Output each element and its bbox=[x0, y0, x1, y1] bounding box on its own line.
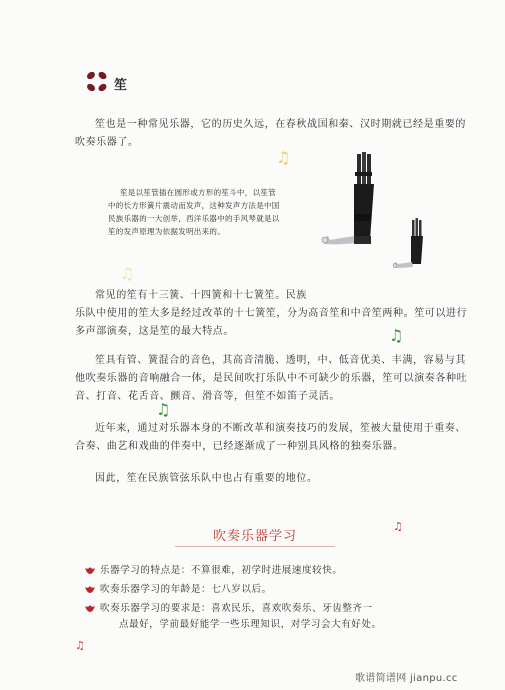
paragraph-1: 笙也是一种常见乐器，它的历史久远，在春秋战国和秦、汉时期就已经是重要的吹奏乐器了。 bbox=[75, 119, 466, 148]
caption-line: 笙是以笙管插在圆形或方形的笙斗中，以笙管 bbox=[120, 188, 276, 197]
paragraph-4: 近年来，通过对乐器本身的不断改革和演奏技巧的发展，笙被大量使用于重奏、合奏、曲艺和戏曲的伴奏中，已经逐渐成了一种别具风格的独奏乐器。 bbox=[75, 423, 466, 452]
section-heading-underline bbox=[175, 546, 335, 547]
caption-line: 中的长方形簧片震动而发声，这种发声方法是中国 bbox=[108, 201, 280, 210]
sheng-instrument-image bbox=[310, 150, 390, 260]
diamond-cluster-icon bbox=[84, 69, 110, 95]
music-note-icon: ♫ bbox=[156, 400, 171, 419]
bullet-item-continuation: 点最好，学前最好能学一些乐理知识，对学习会大有好处。 bbox=[119, 619, 382, 630]
sheng-instrument-image bbox=[390, 218, 430, 274]
paragraph-2-line1: 常见的笙有十三簧、十四簧和十七簧笙。民族 bbox=[95, 290, 307, 301]
music-note-icon: ♫ bbox=[393, 520, 403, 533]
bullet-item: 吹奏乐器学习的要求是：喜欢民乐，喜欢吹奏乐、牙齿整齐一 bbox=[100, 603, 373, 614]
flower-bullet-icon bbox=[84, 565, 96, 575]
flower-bullet-icon bbox=[84, 603, 96, 613]
caption-line: 笙的发声原理为依据发明出来的。 bbox=[108, 227, 225, 236]
watermark: 歌谱简谱网 jianpu.cc bbox=[355, 673, 458, 684]
paragraph-5: 因此，笙在民族管弦乐队中也占有重要的地位。 bbox=[95, 473, 318, 484]
bullet-item: 吹奏乐器学习的年龄是：七八岁以后。 bbox=[100, 584, 272, 595]
flower-bullet-icon bbox=[84, 584, 96, 594]
paragraph-3: 笙具有管、簧混合的音色，其高音清脆、透明，中、低音优美、丰满，容易与其他吹奏乐器的音响融合一体，是民间吹打乐队中不可缺少的乐器，笙可以演奏各种吐音、打音、花舌音、颤音、滑音等，但笙不如笛子灵活。 bbox=[75, 355, 468, 402]
paragraph-2-rest: 乐队中使用的笙大多是经过改革的十七簧笙，分为高音笙和中音笙两种。笙可以进行多声部演奏，这是笙的最大特点。 bbox=[75, 308, 468, 337]
caption-line: 民族乐器的一大创举，西洋乐器中的手风琴就是以 bbox=[108, 214, 280, 223]
page-title: 笙 bbox=[114, 78, 128, 93]
music-note-icon: ♫ bbox=[389, 326, 404, 345]
section-heading: 吹奏乐器学习 bbox=[213, 529, 298, 544]
music-note-icon: ♫ bbox=[120, 264, 135, 283]
bullet-item: 乐器学习的特点是：不算很难，初学时进展速度较快。 bbox=[100, 565, 343, 576]
music-note-icon: ♫ bbox=[276, 148, 291, 167]
music-note-icon: ♫ bbox=[75, 639, 85, 652]
